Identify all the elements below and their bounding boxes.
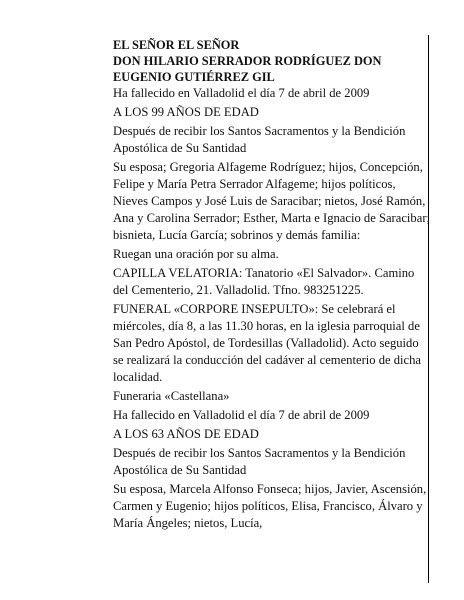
sacraments-line-2: Después de recibir los Santos Sacramentos y la Bendición Apostólica de Su Santidad: [113, 446, 406, 477]
funeral-info: FUNERAL «CORPORE INSEPULTO»: Se celebrará el miércoles, día 8, a las 11.30 horas, en la iglesia parroquial de San Pedro Apóstol, de Tordesillas (Valladolid). Acto seguido se realizará la conducción del cadáver al cementerio de dicha localidad.: [113, 302, 422, 384]
death-notice-1: Ha fallecido en Valladolid el día 7 de abril de 2009: [113, 86, 370, 100]
death-notice-2: Ha fallecido en Valladolid el día 7 de abril de 2009: [113, 408, 370, 422]
age-line-1: A LOS 99 AÑOS DE EDAD: [113, 105, 259, 119]
funeral-home: Funeraria «Castellana»: [113, 389, 230, 403]
obituary-column: [113, 37, 431, 533]
chapel-info: CAPILLA VELATORIA: Tanatorio «El Salvador». Camino del Cementerio, 21. Valladolid. Tfno. 983251225.: [113, 266, 415, 297]
age-line-2: A LOS 63 AÑOS DE EDAD: [113, 427, 259, 441]
prayer-line: Ruegan una oración por su alma.: [113, 247, 279, 261]
heading-line-2: DON HILARIO SERRADOR RODRÍGUEZ DON EUGENIO GUTIÉRREZ GIL: [113, 54, 382, 84]
family-paragraph-2: Su esposa, Marcela Alfonso Fonseca; hijos, Javier, Ascensión, Carmen y Eugenio; hijos políticos, Elisa, Francisco, Álvaro y María Ángeles; nietos, Lucía,: [113, 482, 427, 530]
family-paragraph-1: Su esposa; Gregoria Alfageme Rodríguez; hijos, Concepción, Felipe y María Petra Serrador Alfageme; hijos políticos, Nieves Campos y José Luis de Saracibar; nietos, José Ramón, Ana y Carolina Serrador; Esther, Marta e Ignacio de Saracibar; bisnieta, Lucía García; sobrinos y demás familia:: [113, 160, 431, 242]
heading-line-1: EL SEÑOR EL SEÑOR: [113, 38, 240, 52]
sacraments-line-1: Después de recibir los Santos Sacramentos y la Bendición Apostólica de Su Santidad: [113, 124, 406, 155]
